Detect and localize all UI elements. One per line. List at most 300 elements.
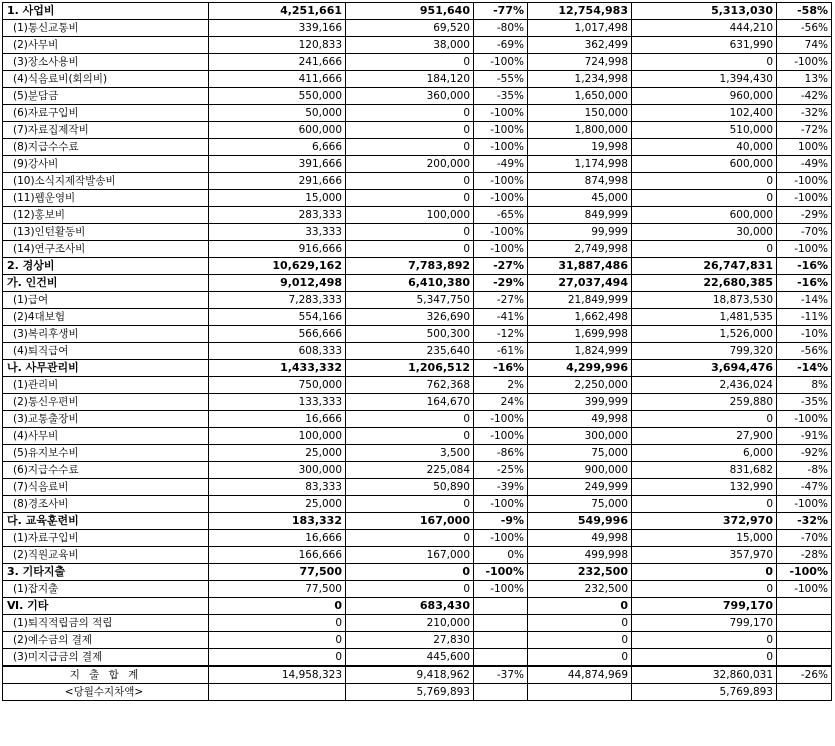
rate-cumulative-cell xyxy=(777,598,832,615)
rate-month-cell xyxy=(474,649,528,667)
actual-month-cell: 69,520 xyxy=(346,20,474,37)
table-row xyxy=(3,530,832,547)
actual-cumulative-cell: 372,970 xyxy=(632,513,777,530)
row-label: <당월수지차액> xyxy=(3,684,209,701)
rate-month-cell: -100% xyxy=(474,581,528,598)
rate-month-cell: -77% xyxy=(474,3,528,20)
row-label: (3)장소사용비 xyxy=(3,54,209,71)
actual-month-cell: 164,670 xyxy=(346,394,474,411)
table-row xyxy=(3,207,832,224)
budget-month-cell: 14,958,323 xyxy=(209,666,346,684)
budget-table xyxy=(2,2,832,701)
actual-month-cell: 0 xyxy=(346,54,474,71)
balance-row xyxy=(3,684,832,701)
actual-cumulative-cell: 0 xyxy=(632,564,777,581)
total-row xyxy=(3,666,832,684)
row-label: (5)유지보수비 xyxy=(3,445,209,462)
row-label: (10)소식지제작발송비 xyxy=(3,173,209,190)
actual-month-cell: 0 xyxy=(346,173,474,190)
budget-cumulative-cell: 45,000 xyxy=(528,190,632,207)
rate-month-cell: -37% xyxy=(474,666,528,684)
budget-month-cell: 241,666 xyxy=(209,54,346,71)
budget-cumulative-cell: 874,998 xyxy=(528,173,632,190)
budget-cumulative-cell: 31,887,486 xyxy=(528,258,632,275)
actual-cumulative-cell: 40,000 xyxy=(632,139,777,156)
row-label: (1)자료구입비 xyxy=(3,530,209,547)
table-row xyxy=(3,105,832,122)
budget-month-cell: 16,666 xyxy=(209,530,346,547)
rate-cumulative-cell: 74% xyxy=(777,37,832,54)
budget-month-cell: 77,500 xyxy=(209,581,346,598)
budget-cumulative-cell: 1,800,000 xyxy=(528,122,632,139)
rate-month-cell xyxy=(474,598,528,615)
rate-cumulative-cell: -70% xyxy=(777,530,832,547)
budget-cumulative-cell: 1,174,998 xyxy=(528,156,632,173)
budget-cumulative-cell: 1,699,998 xyxy=(528,326,632,343)
budget-month-cell: 120,833 xyxy=(209,37,346,54)
budget-cumulative-cell: 0 xyxy=(528,632,632,649)
actual-cumulative-cell: 6,000 xyxy=(632,445,777,462)
rate-month-cell xyxy=(474,632,528,649)
bold-row xyxy=(3,360,832,377)
budget-month-cell: 10,629,162 xyxy=(209,258,346,275)
budget-month-cell: 0 xyxy=(209,649,346,667)
actual-cumulative-cell: 0 xyxy=(632,54,777,71)
rate-month-cell: -100% xyxy=(474,428,528,445)
actual-month-cell: 0 xyxy=(346,139,474,156)
actual-month-cell: 0 xyxy=(346,581,474,598)
rate-month-cell: -25% xyxy=(474,462,528,479)
rate-month-cell: -100% xyxy=(474,496,528,513)
actual-cumulative-cell: 799,320 xyxy=(632,343,777,360)
actual-cumulative-cell: 5,769,893 xyxy=(632,684,777,701)
row-label: 나. 사무관리비 xyxy=(3,360,209,377)
rate-cumulative-cell: -10% xyxy=(777,326,832,343)
rate-month-cell: -35% xyxy=(474,88,528,105)
row-label: (1)통신교통비 xyxy=(3,20,209,37)
actual-cumulative-cell: 5,313,030 xyxy=(632,3,777,20)
actual-month-cell: 0 xyxy=(346,241,474,258)
actual-cumulative-cell: 1,394,430 xyxy=(632,71,777,88)
rate-cumulative-cell: -32% xyxy=(777,105,832,122)
rate-cumulative-cell: -47% xyxy=(777,479,832,496)
actual-cumulative-cell: 799,170 xyxy=(632,598,777,615)
row-label: (7)자료집제작비 xyxy=(3,122,209,139)
budget-month-cell: 339,166 xyxy=(209,20,346,37)
budget-cumulative-cell: 49,998 xyxy=(528,411,632,428)
rate-month-cell: -29% xyxy=(474,275,528,292)
budget-month-cell: 300,000 xyxy=(209,462,346,479)
budget-month-cell: 916,666 xyxy=(209,241,346,258)
budget-month-cell: 600,000 xyxy=(209,122,346,139)
rate-month-cell: -100% xyxy=(474,564,528,581)
budget-cumulative-cell: 900,000 xyxy=(528,462,632,479)
actual-cumulative-cell: 0 xyxy=(632,496,777,513)
bold-row xyxy=(3,564,832,581)
actual-month-cell: 500,300 xyxy=(346,326,474,343)
budget-month-cell: 83,333 xyxy=(209,479,346,496)
table-row xyxy=(3,37,832,54)
budget-month-cell: 133,333 xyxy=(209,394,346,411)
row-label: (3)복리후생비 xyxy=(3,326,209,343)
budget-cumulative-cell: 75,000 xyxy=(528,445,632,462)
actual-cumulative-cell: 357,970 xyxy=(632,547,777,564)
rate-cumulative-cell: -72% xyxy=(777,122,832,139)
rate-cumulative-cell: -100% xyxy=(777,496,832,513)
budget-month-cell: 291,666 xyxy=(209,173,346,190)
row-label: (8)지급수수료 xyxy=(3,139,209,156)
table-row xyxy=(3,190,832,207)
bold-row xyxy=(3,275,832,292)
row-label: (2)통신우편비 xyxy=(3,394,209,411)
rate-cumulative-cell: -42% xyxy=(777,88,832,105)
actual-month-cell: 360,000 xyxy=(346,88,474,105)
actual-cumulative-cell: 0 xyxy=(632,190,777,207)
table-row xyxy=(3,462,832,479)
budget-month-cell: 283,333 xyxy=(209,207,346,224)
rate-month-cell: -100% xyxy=(474,173,528,190)
budget-cumulative-cell: 249,999 xyxy=(528,479,632,496)
table-row xyxy=(3,615,832,632)
row-label: (6)자료구입비 xyxy=(3,105,209,122)
budget-month-cell: 554,166 xyxy=(209,309,346,326)
row-label: (7)식음료비 xyxy=(3,479,209,496)
actual-month-cell: 50,890 xyxy=(346,479,474,496)
budget-month-cell: 0 xyxy=(209,615,346,632)
rate-cumulative-cell: -58% xyxy=(777,3,832,20)
actual-cumulative-cell: 132,990 xyxy=(632,479,777,496)
rate-month-cell: -100% xyxy=(474,122,528,139)
rate-cumulative-cell: -56% xyxy=(777,20,832,37)
rate-cumulative-cell: 13% xyxy=(777,71,832,88)
row-label: (2)예수금의 결제 xyxy=(3,632,209,649)
budget-cumulative-cell: 232,500 xyxy=(528,564,632,581)
actual-month-cell: 0 xyxy=(346,224,474,241)
budget-month-cell: 1,433,332 xyxy=(209,360,346,377)
rate-month-cell xyxy=(474,615,528,632)
actual-cumulative-cell: 22,680,385 xyxy=(632,275,777,292)
budget-month-cell: 9,012,498 xyxy=(209,275,346,292)
rate-month-cell: -27% xyxy=(474,292,528,309)
actual-cumulative-cell: 102,400 xyxy=(632,105,777,122)
row-label: (1)퇴직적립금의 적립 xyxy=(3,615,209,632)
row-label: (11)웹운영비 xyxy=(3,190,209,207)
actual-month-cell: 326,690 xyxy=(346,309,474,326)
rate-month-cell: -55% xyxy=(474,71,528,88)
actual-cumulative-cell: 444,210 xyxy=(632,20,777,37)
row-label: (2)4대보험 xyxy=(3,309,209,326)
actual-cumulative-cell: 26,747,831 xyxy=(632,258,777,275)
rate-month-cell: -65% xyxy=(474,207,528,224)
row-label: (5)분담금 xyxy=(3,88,209,105)
rate-month-cell: 0% xyxy=(474,547,528,564)
rate-cumulative-cell xyxy=(777,615,832,632)
row-label: 지 출 합 계 xyxy=(3,666,209,684)
budget-cumulative-cell: 724,998 xyxy=(528,54,632,71)
table-row xyxy=(3,547,832,564)
rate-cumulative-cell: -91% xyxy=(777,428,832,445)
budget-month-cell xyxy=(209,684,346,701)
budget-month-cell: 411,666 xyxy=(209,71,346,88)
rate-cumulative-cell: -100% xyxy=(777,190,832,207)
actual-cumulative-cell: 2,436,024 xyxy=(632,377,777,394)
actual-month-cell: 0 xyxy=(346,105,474,122)
rate-month-cell: -41% xyxy=(474,309,528,326)
budget-month-cell: 25,000 xyxy=(209,445,346,462)
rate-cumulative-cell: -100% xyxy=(777,241,832,258)
actual-month-cell: 9,418,962 xyxy=(346,666,474,684)
actual-month-cell: 184,120 xyxy=(346,71,474,88)
actual-cumulative-cell: 32,860,031 xyxy=(632,666,777,684)
budget-cumulative-cell: 549,996 xyxy=(528,513,632,530)
budget-cumulative-cell: 300,000 xyxy=(528,428,632,445)
actual-month-cell: 0 xyxy=(346,530,474,547)
budget-cumulative-cell: 1,017,498 xyxy=(528,20,632,37)
budget-cumulative-cell: 12,754,983 xyxy=(528,3,632,20)
budget-cumulative-cell: 19,998 xyxy=(528,139,632,156)
budget-month-cell: 50,000 xyxy=(209,105,346,122)
budget-cumulative-cell: 0 xyxy=(528,649,632,667)
budget-month-cell: 16,666 xyxy=(209,411,346,428)
rate-cumulative-cell: -8% xyxy=(777,462,832,479)
budget-month-cell: 0 xyxy=(209,632,346,649)
rate-month-cell: -49% xyxy=(474,156,528,173)
actual-month-cell: 38,000 xyxy=(346,37,474,54)
actual-month-cell: 0 xyxy=(346,411,474,428)
budget-cumulative-cell: 499,998 xyxy=(528,547,632,564)
actual-month-cell: 7,783,892 xyxy=(346,258,474,275)
actual-month-cell: 3,500 xyxy=(346,445,474,462)
budget-month-cell: 166,666 xyxy=(209,547,346,564)
actual-cumulative-cell: 510,000 xyxy=(632,122,777,139)
rate-cumulative-cell xyxy=(777,684,832,701)
table-row xyxy=(3,377,832,394)
rate-month-cell: 2% xyxy=(474,377,528,394)
actual-cumulative-cell: 1,481,535 xyxy=(632,309,777,326)
table-row xyxy=(3,88,832,105)
actual-cumulative-cell: 0 xyxy=(632,411,777,428)
table-row xyxy=(3,496,832,513)
actual-cumulative-cell: 18,873,530 xyxy=(632,292,777,309)
budget-cumulative-cell: 150,000 xyxy=(528,105,632,122)
table-row xyxy=(3,241,832,258)
rate-cumulative-cell: -14% xyxy=(777,360,832,377)
actual-cumulative-cell: 0 xyxy=(632,173,777,190)
rate-month-cell: -69% xyxy=(474,37,528,54)
rate-month-cell: -86% xyxy=(474,445,528,462)
rate-month-cell: -9% xyxy=(474,513,528,530)
actual-cumulative-cell: 30,000 xyxy=(632,224,777,241)
budget-cumulative-cell: 2,250,000 xyxy=(528,377,632,394)
rate-cumulative-cell: -100% xyxy=(777,411,832,428)
table-row xyxy=(3,479,832,496)
rate-cumulative-cell: -14% xyxy=(777,292,832,309)
budget-month-cell: 100,000 xyxy=(209,428,346,445)
rate-cumulative-cell: -16% xyxy=(777,275,832,292)
actual-cumulative-cell: 1,526,000 xyxy=(632,326,777,343)
budget-month-cell: 391,666 xyxy=(209,156,346,173)
rate-cumulative-cell: 100% xyxy=(777,139,832,156)
budget-cumulative-cell: 49,998 xyxy=(528,530,632,547)
table-row xyxy=(3,139,832,156)
budget-cumulative-cell: 21,849,999 xyxy=(528,292,632,309)
budget-month-cell: 25,000 xyxy=(209,496,346,513)
row-label: (2)직원교육비 xyxy=(3,547,209,564)
budget-month-cell: 6,666 xyxy=(209,139,346,156)
rate-cumulative-cell: -28% xyxy=(777,547,832,564)
budget-month-cell: 566,666 xyxy=(209,326,346,343)
rate-month-cell: -12% xyxy=(474,326,528,343)
rate-month-cell: -27% xyxy=(474,258,528,275)
budget-cumulative-cell: 2,749,998 xyxy=(528,241,632,258)
budget-cumulative-cell: 1,824,999 xyxy=(528,343,632,360)
actual-month-cell: 5,769,893 xyxy=(346,684,474,701)
row-label: (4)사무비 xyxy=(3,428,209,445)
actual-month-cell: 0 xyxy=(346,122,474,139)
rate-cumulative-cell: -35% xyxy=(777,394,832,411)
actual-cumulative-cell: 0 xyxy=(632,241,777,258)
actual-month-cell: 683,430 xyxy=(346,598,474,615)
table-row xyxy=(3,394,832,411)
table-row xyxy=(3,122,832,139)
budget-month-cell: 33,333 xyxy=(209,224,346,241)
budget-cumulative-cell: 99,999 xyxy=(528,224,632,241)
table-row xyxy=(3,428,832,445)
rate-month-cell: -100% xyxy=(474,530,528,547)
table-row xyxy=(3,632,832,649)
actual-cumulative-cell: 960,000 xyxy=(632,88,777,105)
rate-month-cell xyxy=(474,684,528,701)
budget-month-cell: 750,000 xyxy=(209,377,346,394)
actual-month-cell: 762,368 xyxy=(346,377,474,394)
table-row xyxy=(3,326,832,343)
table-row xyxy=(3,649,832,667)
budget-cumulative-cell: 1,650,000 xyxy=(528,88,632,105)
rate-cumulative-cell: -100% xyxy=(777,564,832,581)
budget-cumulative-cell: 232,500 xyxy=(528,581,632,598)
actual-cumulative-cell: 0 xyxy=(632,581,777,598)
rate-cumulative-cell: -70% xyxy=(777,224,832,241)
actual-month-cell: 0 xyxy=(346,564,474,581)
rate-cumulative-cell: -11% xyxy=(777,309,832,326)
row-label: (6)지급수수료 xyxy=(3,462,209,479)
budget-cumulative-cell: 75,000 xyxy=(528,496,632,513)
budget-cumulative-cell: 362,499 xyxy=(528,37,632,54)
row-label: (4)퇴직급여 xyxy=(3,343,209,360)
actual-month-cell: 0 xyxy=(346,496,474,513)
budget-cumulative-cell: 1,662,498 xyxy=(528,309,632,326)
row-label: (12)홍보비 xyxy=(3,207,209,224)
row-label: (14)연구조사비 xyxy=(3,241,209,258)
row-label: 다. 교육훈련비 xyxy=(3,513,209,530)
actual-cumulative-cell: 0 xyxy=(632,649,777,667)
row-label: 1. 사업비 xyxy=(3,3,209,20)
rate-cumulative-cell: -26% xyxy=(777,666,832,684)
rate-cumulative-cell: -16% xyxy=(777,258,832,275)
table-row xyxy=(3,445,832,462)
table-row xyxy=(3,173,832,190)
actual-cumulative-cell: 0 xyxy=(632,632,777,649)
actual-cumulative-cell: 831,682 xyxy=(632,462,777,479)
actual-month-cell: 167,000 xyxy=(346,547,474,564)
actual-month-cell: 5,347,750 xyxy=(346,292,474,309)
table-row xyxy=(3,343,832,360)
budget-month-cell: 183,332 xyxy=(209,513,346,530)
rate-month-cell: -80% xyxy=(474,20,528,37)
budget-cumulative-cell: 1,234,998 xyxy=(528,71,632,88)
row-label: (4)식음료비(회의비) xyxy=(3,71,209,88)
bold-row xyxy=(3,3,832,20)
rate-month-cell: -100% xyxy=(474,54,528,71)
budget-cumulative-cell: 0 xyxy=(528,615,632,632)
budget-cumulative-cell xyxy=(528,684,632,701)
budget-cumulative-cell: 4,299,996 xyxy=(528,360,632,377)
actual-month-cell: 235,640 xyxy=(346,343,474,360)
budget-month-cell: 608,333 xyxy=(209,343,346,360)
bold-row xyxy=(3,513,832,530)
actual-month-cell: 27,830 xyxy=(346,632,474,649)
rate-month-cell: -100% xyxy=(474,139,528,156)
budget-cumulative-cell: 27,037,494 xyxy=(528,275,632,292)
budget-month-cell: 0 xyxy=(209,598,346,615)
budget-month-cell: 550,000 xyxy=(209,88,346,105)
budget-month-cell: 7,283,333 xyxy=(209,292,346,309)
actual-month-cell: 1,206,512 xyxy=(346,360,474,377)
actual-month-cell: 100,000 xyxy=(346,207,474,224)
rate-cumulative-cell xyxy=(777,632,832,649)
actual-cumulative-cell: 259,880 xyxy=(632,394,777,411)
row-label: 3. 기타지출 xyxy=(3,564,209,581)
row-label: (1)잡지출 xyxy=(3,581,209,598)
row-label: (9)강사비 xyxy=(3,156,209,173)
table-row xyxy=(3,71,832,88)
rate-cumulative-cell: 8% xyxy=(777,377,832,394)
row-label: (1)관리비 xyxy=(3,377,209,394)
actual-month-cell: 951,640 xyxy=(346,3,474,20)
table-row xyxy=(3,54,832,71)
row-label: Ⅵ. 기타 xyxy=(3,598,209,615)
table-row xyxy=(3,411,832,428)
rate-cumulative-cell: -56% xyxy=(777,343,832,360)
table-row xyxy=(3,224,832,241)
actual-month-cell: 6,410,380 xyxy=(346,275,474,292)
rate-month-cell: -100% xyxy=(474,241,528,258)
actual-month-cell: 210,000 xyxy=(346,615,474,632)
actual-month-cell: 0 xyxy=(346,428,474,445)
budget-cumulative-cell: 0 xyxy=(528,598,632,615)
rate-month-cell: -100% xyxy=(474,224,528,241)
rate-month-cell: -100% xyxy=(474,411,528,428)
budget-cumulative-cell: 399,999 xyxy=(528,394,632,411)
actual-cumulative-cell: 3,694,476 xyxy=(632,360,777,377)
row-label: (8)경조사비 xyxy=(3,496,209,513)
rate-cumulative-cell xyxy=(777,649,832,667)
actual-cumulative-cell: 799,170 xyxy=(632,615,777,632)
actual-month-cell: 0 xyxy=(346,190,474,207)
budget-month-cell: 4,251,661 xyxy=(209,3,346,20)
table-row xyxy=(3,292,832,309)
rate-cumulative-cell: -29% xyxy=(777,207,832,224)
actual-cumulative-cell: 600,000 xyxy=(632,156,777,173)
rate-month-cell: -100% xyxy=(474,190,528,207)
table-row xyxy=(3,309,832,326)
actual-month-cell: 225,084 xyxy=(346,462,474,479)
bold-row xyxy=(3,598,832,615)
row-label: (3)미지급금의 결제 xyxy=(3,649,209,667)
actual-month-cell: 445,600 xyxy=(346,649,474,667)
actual-month-cell: 200,000 xyxy=(346,156,474,173)
rate-cumulative-cell: -100% xyxy=(777,173,832,190)
